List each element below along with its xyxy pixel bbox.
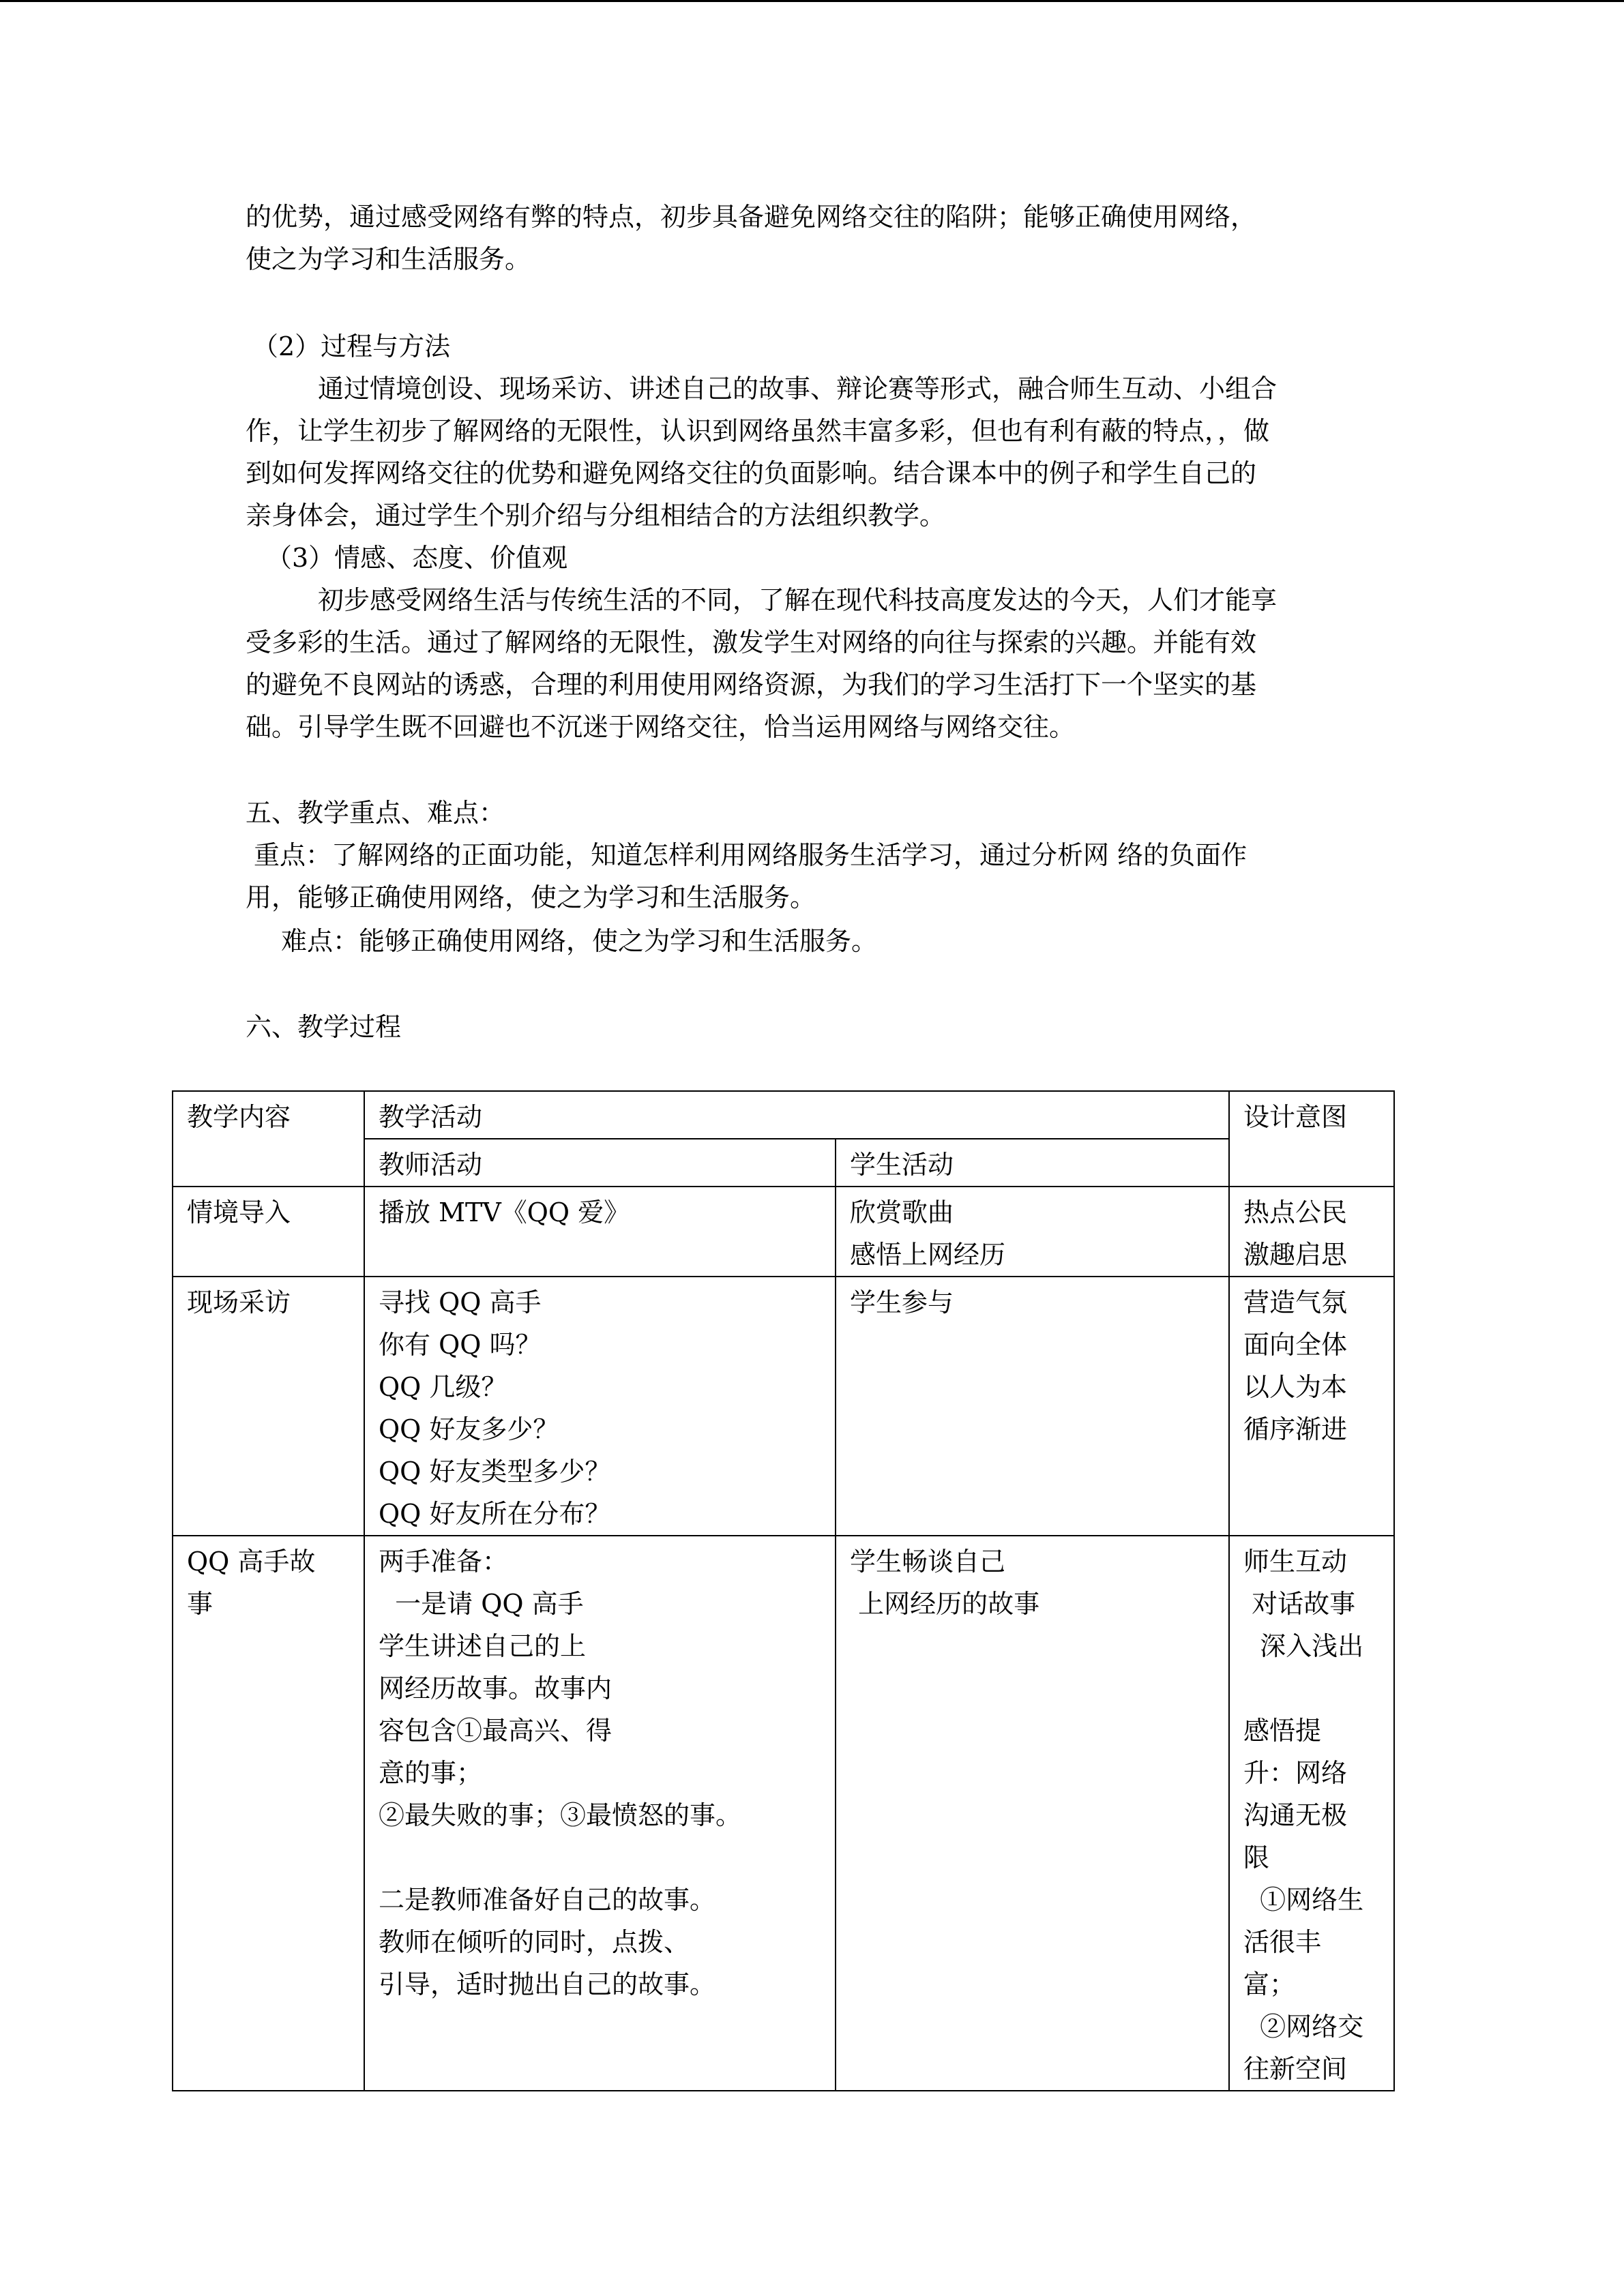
cell-line	[379, 1836, 821, 1879]
table-header-row	[173, 1091, 1394, 1139]
cell-line: 二是教师准备好自己的故事。	[379, 1885, 716, 1915]
cell-content	[173, 1187, 364, 1277]
cell-teacher	[364, 1536, 836, 2091]
cell-line: 面向全体	[1243, 1330, 1348, 1360]
cell-line: 限	[1243, 1843, 1270, 1873]
cell-line: 教师在倾听的同时，点拨、	[379, 1927, 690, 1957]
cell-line: 激趣启思	[1243, 1240, 1348, 1270]
table-row	[173, 1277, 1394, 1536]
cell-line: 以人为本	[1243, 1372, 1348, 1402]
cell-line: QQ 高手故	[187, 1547, 316, 1577]
section-five-heading: 五、教学重点、难点：	[246, 798, 505, 828]
emotion-heading: （3）情感、态度、价值观	[266, 543, 568, 573]
cell-line: QQ 好友多少？	[379, 1414, 559, 1444]
cell-line: 上网经历的故事	[850, 1589, 1040, 1619]
cell-line: 往新空间	[1243, 2054, 1348, 2084]
cell-line: 学生畅谈自己	[850, 1547, 1006, 1577]
header-design: 设计意图	[1229, 1091, 1394, 1187]
cell-content	[173, 1536, 364, 2091]
cell-line: 网经历故事。故事内	[379, 1673, 612, 1703]
cell-line: 师生互动	[1243, 1547, 1348, 1577]
cell-line: 循序渐进	[1243, 1414, 1348, 1444]
cell-line: 沟通无极	[1243, 1800, 1348, 1830]
cell-line: 学生讲述自己的上	[379, 1631, 587, 1661]
cell-line: ②最失败的事；③最愤怒的事。	[379, 1800, 742, 1830]
emotion-line-3: 的避免不良网站的诱惑，合理的利用使用网络资源，为我们的学习生活打下一个坚实的基	[246, 670, 1257, 700]
cell-line: ②网络交	[1243, 2012, 1364, 2042]
cell-content	[173, 1277, 364, 1536]
cell-design	[1229, 1187, 1394, 1277]
cell-line: QQ 好友所在分布？	[379, 1499, 611, 1529]
intro-line-1: 的优势，通过感受网络有弊的特点，初步具备避免网络交往的陷阱；能够正确使用网络，	[246, 202, 1257, 232]
emotion-line-2: 受多彩的生活。通过了解网络的无限性，激发学生对网络的向往与探索的兴趣。并能有效	[246, 627, 1257, 657]
cell-line: 欣赏歌曲	[850, 1197, 954, 1227]
cell-teacher	[364, 1277, 836, 1536]
cell-design	[1229, 1277, 1394, 1536]
page-top-border	[0, 0, 1624, 2]
cell-student	[836, 1536, 1229, 2091]
cell-line: 热点公民	[1243, 1197, 1348, 1227]
cell-student	[836, 1277, 1229, 1536]
cell-design	[1229, 1536, 1394, 2091]
table-row	[173, 1187, 1394, 1277]
cell-line: 播放 MTV《QQ 爱》	[379, 1197, 630, 1227]
cell-line: 感悟提	[1243, 1716, 1322, 1746]
section-six-heading: 六、教学过程	[246, 1012, 402, 1042]
cell-line: 活很丰	[1243, 1927, 1322, 1957]
cell-line: 寻找 QQ 高手	[379, 1287, 542, 1317]
header-activity: 教学活动	[364, 1091, 1229, 1139]
header-student: 学生活动	[836, 1139, 1229, 1187]
intro-line-2: 使之为学习和生活服务。	[246, 244, 531, 274]
cell-line: 事	[187, 1589, 213, 1619]
header-content: 教学内容	[173, 1091, 364, 1187]
cell-line: 富；	[1243, 1969, 1296, 1999]
process-line-3: 到如何发挥网络交往的优势和避免网络交往的负面影响。结合课本中的例子和学生自己的	[246, 458, 1257, 488]
cell-line: 两手准备：	[379, 1547, 509, 1577]
process-line-2: 作，让学生初步了解网络的无限性，认识到网络虽然丰富多彩，但也有利有蔽的特点，，做	[246, 416, 1270, 446]
difficult-point-line: 难点：能够正确使用网络，使之为学习和生活服务。	[281, 926, 878, 956]
process-line-1: 通过情境创设、现场采访、讲述自己的故事、辩论赛等形式，融合师生互动、小组合	[318, 374, 1278, 404]
table-row	[173, 1536, 1394, 2091]
cell-line	[1243, 1667, 1380, 1710]
cell-line: 现场采访	[187, 1287, 291, 1317]
cell-line: 学生参与	[850, 1287, 954, 1317]
process-line-4: 亲身体会，通过学生个别介绍与分组相结合的方法组织教学。	[246, 501, 946, 531]
cell-line: QQ 好友类型多少？	[379, 1457, 611, 1487]
key-point-line-2: 用，能够正确使用网络，使之为学习和生活服务。	[246, 882, 816, 912]
cell-line: QQ 几级？	[379, 1372, 507, 1402]
cell-line: ①网络生	[1243, 1885, 1364, 1915]
key-point-line-1: 重点：了解网络的正面功能，知道怎样利用网络服务生活学习，通过分析网 络的负面作	[254, 840, 1247, 870]
teaching-process-table	[172, 1090, 1395, 2091]
cell-line: 感悟上网经历	[850, 1240, 1006, 1270]
header-teacher: 教师活动	[364, 1139, 836, 1187]
cell-line: 营造气氛	[1243, 1287, 1348, 1317]
cell-line: 容包含①最高兴、得	[379, 1716, 612, 1746]
cell-line: 你有 QQ 吗？	[379, 1330, 542, 1360]
cell-line: 意的事；	[379, 1758, 483, 1788]
cell-line: 深入浅出	[1243, 1631, 1364, 1661]
cell-line: 一是请 QQ 高手	[379, 1589, 584, 1619]
cell-teacher	[364, 1187, 836, 1277]
cell-student	[836, 1187, 1229, 1277]
emotion-line-1: 初步感受网络生活与传统生活的不同，了解在现代科技高度发达的今天，人们才能享	[318, 585, 1278, 615]
cell-line: 引导，适时抛出自己的故事。	[379, 1969, 716, 1999]
cell-line: 情境导入	[187, 1197, 291, 1227]
cell-line: 升：网络	[1243, 1758, 1348, 1788]
emotion-line-4: 础。引导学生既不回避也不沉迷于网络交往，恰当运用网络与网络交往。	[246, 712, 1076, 742]
process-heading: （2）过程与方法	[252, 331, 451, 361]
cell-line: 对话故事	[1243, 1589, 1356, 1619]
